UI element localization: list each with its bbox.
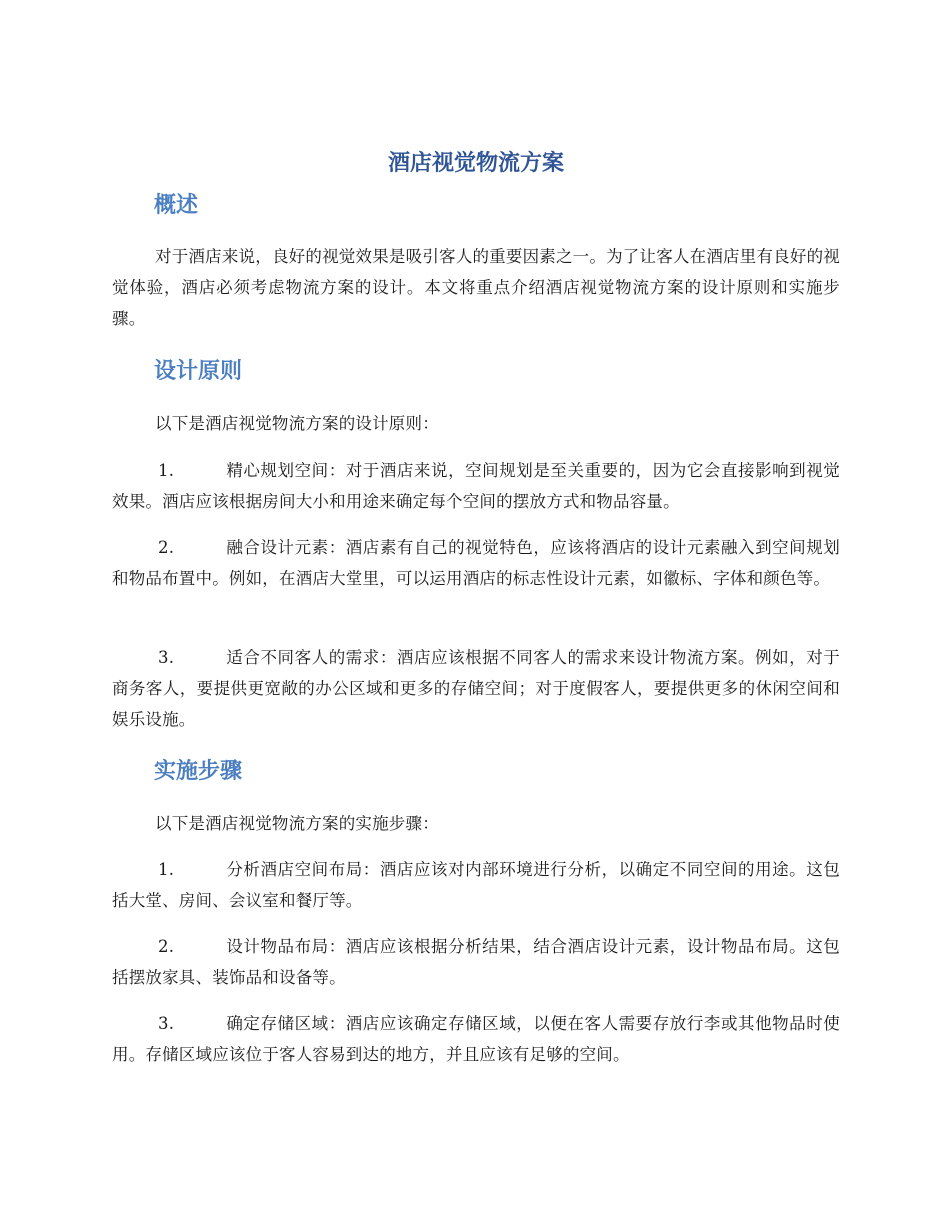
implementation-intro: 以下是酒店视觉物流方案的实施步骤： (155, 814, 439, 833)
list-item-number: 1. (158, 461, 175, 480)
list-item (112, 642, 840, 735)
list-item (112, 931, 840, 993)
overview-paragraph: 对于酒店来说，良好的视觉效果是吸引客人的重要因素之一。为了让客人在酒店里有良好的视觉体验，酒店必须考虑物流方案的设计。本文将重点介绍酒店视觉物流方案的设计原则和实施步骤。 (112, 247, 840, 328)
list-item-text: 精心规划空间：对于酒店来说，空间规划是至关重要的，因为它会直接影响到视觉效果。酒店应该根据房间大小和用途来确定每个空间的摆放方式和物品容量。 (112, 461, 840, 511)
list-item-number: 3. (158, 648, 175, 667)
list-item-text: 确定存储区域：酒店应该确定存储区域，以便在客人需要存放行李或其他物品时使用。存储区域应该位于客人容易到达的地方，并且应该有足够的空间。 (112, 1014, 840, 1064)
design-principles-intro: 以下是酒店视觉物流方案的设计原则： (155, 414, 439, 433)
list-item-number: 3. (158, 1014, 175, 1033)
heading-design-principles: 设计原则 (154, 359, 243, 384)
list-item-number: 2. (158, 538, 175, 557)
list-item (112, 854, 840, 916)
list-item (112, 1008, 840, 1070)
list-item-text: 适合不同客人的需求：酒店应该根据不同客人的需求来设计物流方案。例如，对于商务客人，要提供更宽敞的办公区域和更多的存储空间；对于度假客人，要提供更多的休闲空间和娱乐设施。 (112, 648, 840, 729)
heading-implementation-steps: 实施步骤 (154, 759, 243, 784)
list-item (112, 532, 840, 594)
document-title: 酒店视觉物流方案 (387, 151, 564, 176)
list-item-text: 设计物品布局：酒店应该根据分析结果，结合酒店设计元素，设计物品布局。这包括摆放家具、装饰品和设备等。 (112, 937, 840, 987)
list-item-number: 1. (158, 860, 175, 879)
heading-overview: 概述 (154, 193, 199, 218)
list-item (112, 455, 840, 517)
list-item-text: 融合设计元素：酒店素有自己的视觉特色，应该将酒店的设计元素融入到空间规划和物品布置中。例如，在酒店大堂里，可以运用酒店的标志性设计元素，如徽标、字体和颜色等。 (112, 538, 840, 588)
list-item-text: 分析酒店空间布局：酒店应该对内部环境进行分析，以确定不同空间的用途。这包括大堂、房间、会议室和餐厅等。 (112, 860, 840, 910)
list-item-number: 2. (158, 937, 175, 956)
